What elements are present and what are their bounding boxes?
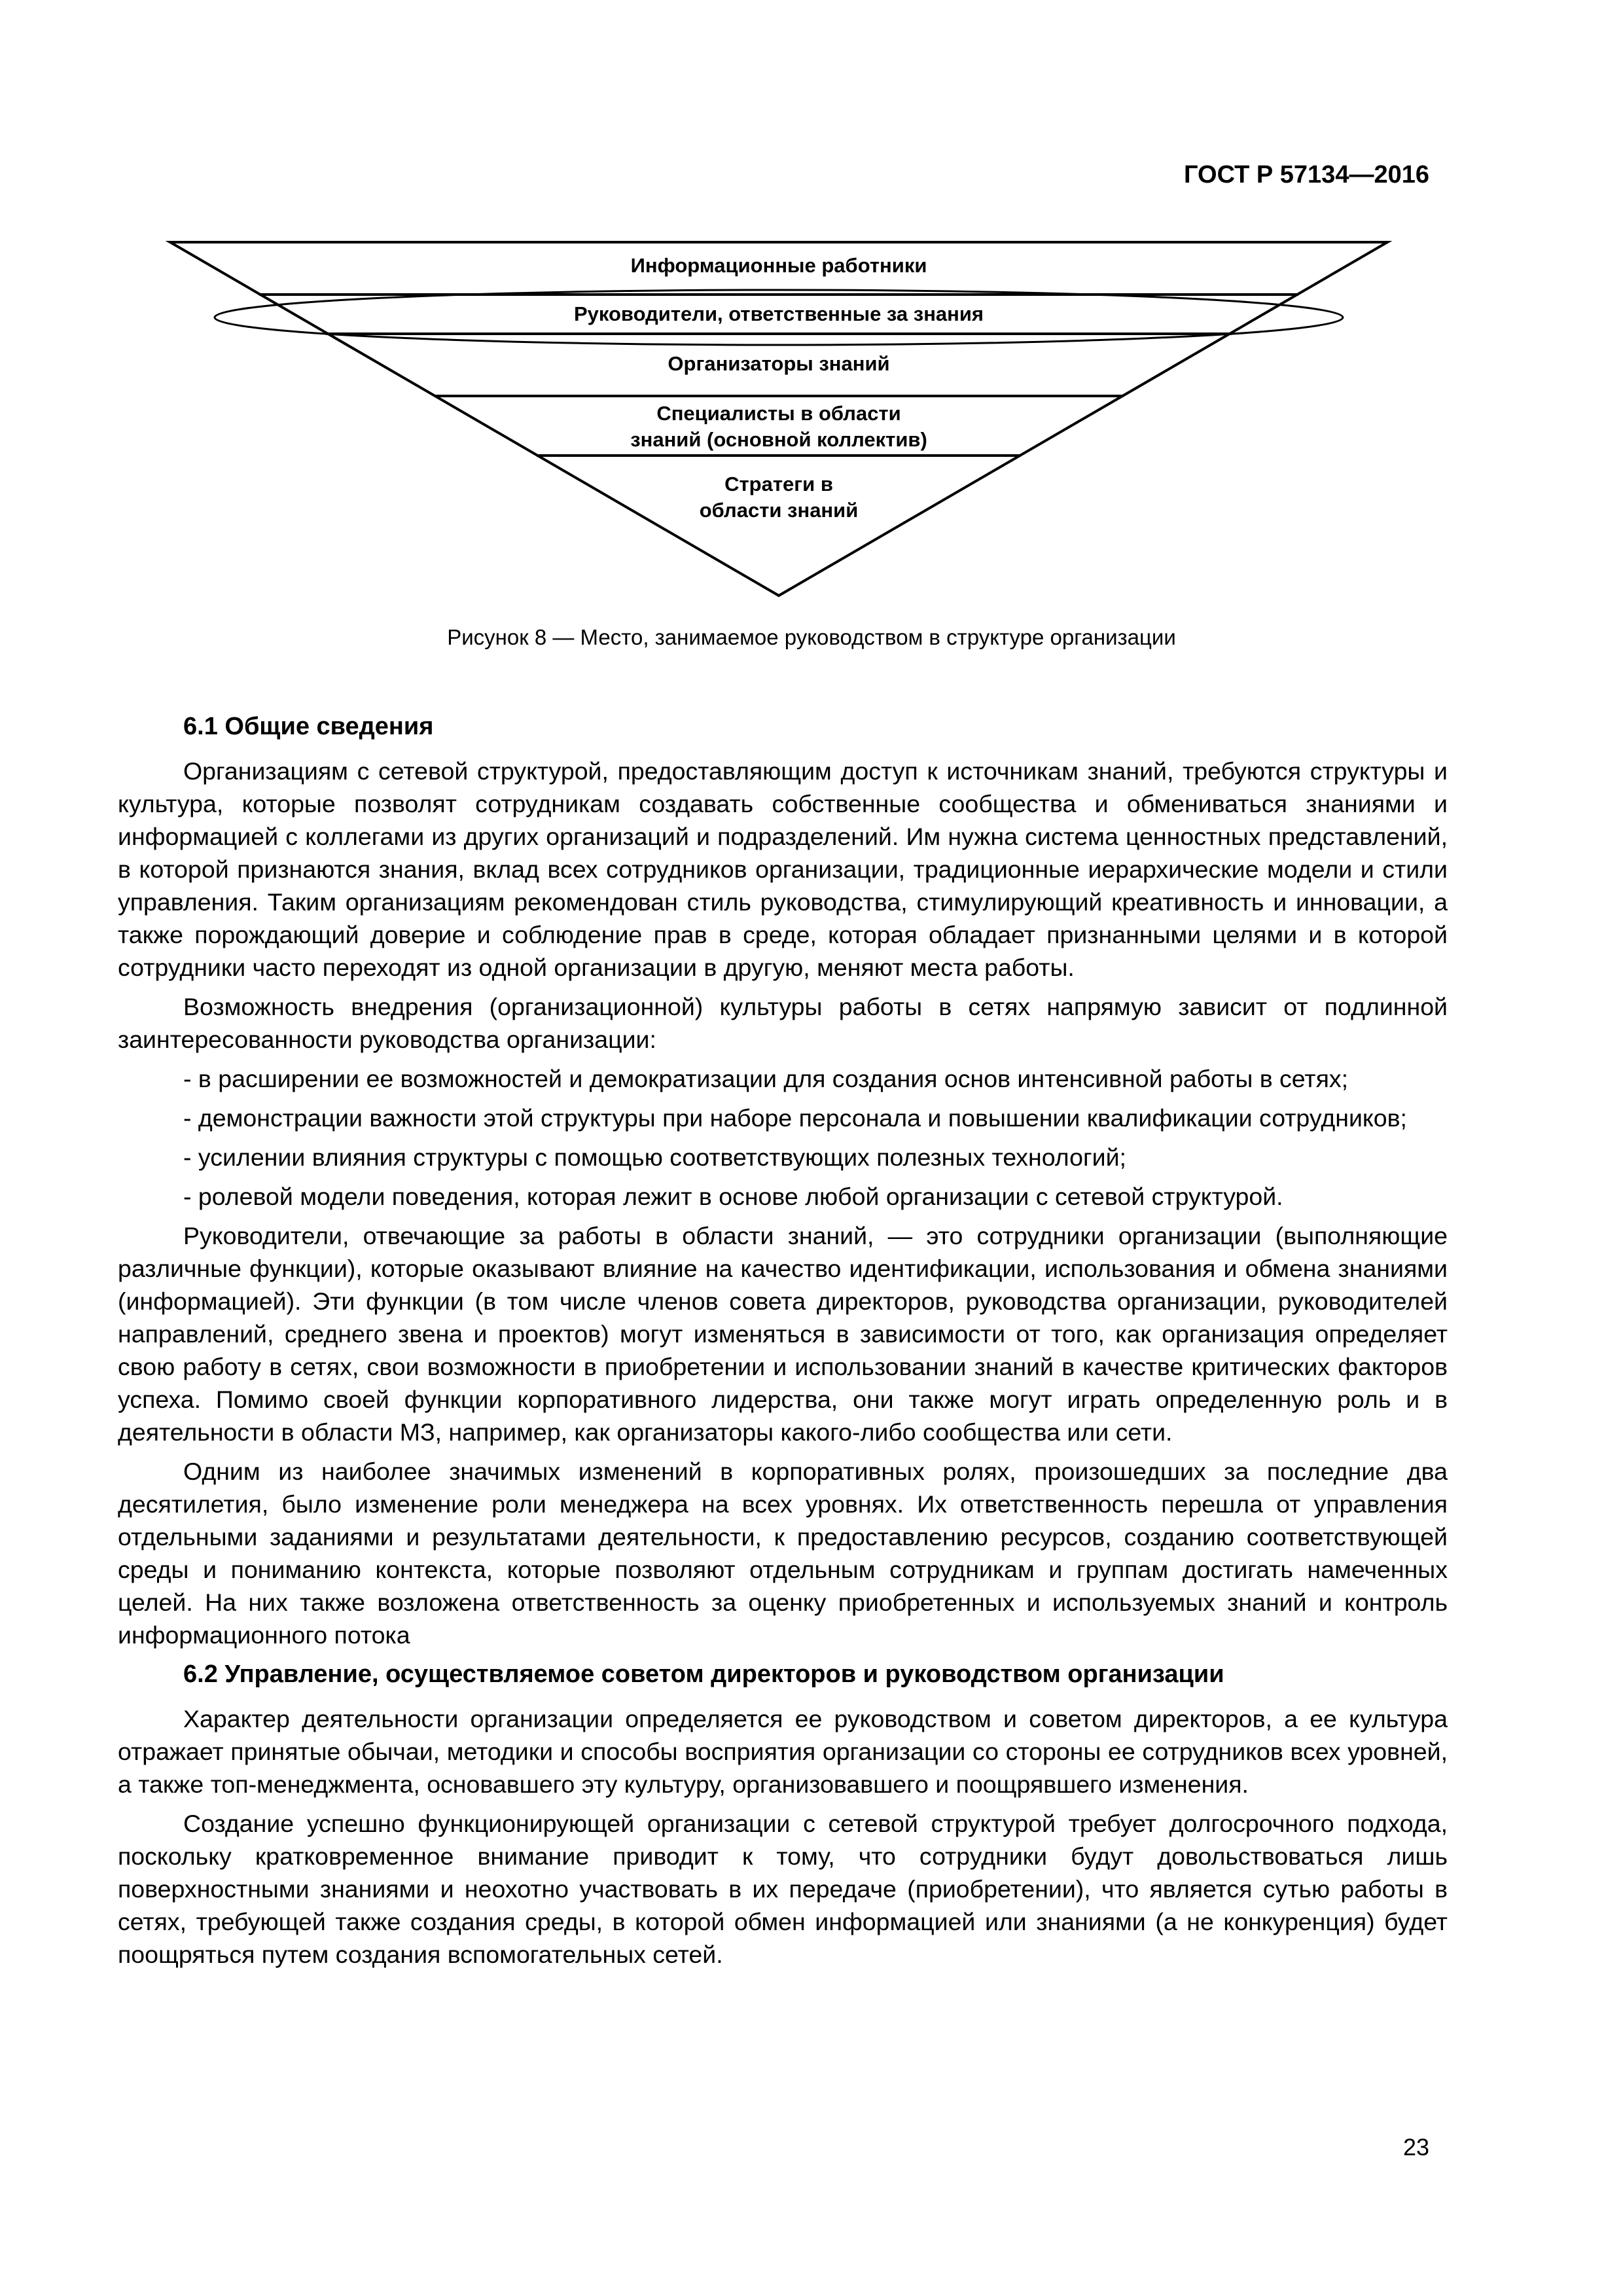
paragraph: Возможность внедрения (организационной) культуры работы в сетях напрямую зависит от подлинной заинтересованности руководства организации: (118, 993, 1448, 1053)
layer-label-knowledge-organizers: Организаторы знаний (668, 352, 890, 375)
list-item: - усилении влияния структуры с помощью соответствующих полезных технологий; (183, 1143, 1126, 1171)
list-item: - ролевой модели поведения, которая лежит в основе любой организации с сетевой структурой. (183, 1183, 1283, 1210)
paragraph: Создание успешно функционирующей организации с сетевой структурой требует долгосрочного подхода, поскольку кратковременное внимание приводит к тому, что сотрудники будут довольствоваться лишь поверхностными знаниями и неохотно участвовать в их передаче (приобретении), что является сутью работы в сетях, требующей также создания среды, в которой обмен информацией или знаниями (а не конкуренция) будет поощряться путем создания вспомогательных сетей. (118, 1810, 1448, 1968)
layer-label-knowledge-strategists: Стратеги в области знаний (699, 473, 859, 522)
list-item: - демонстрации важности этой структуры при наборе персонала и повышении квалификации сотрудников; (183, 1104, 1407, 1132)
section-heading-6-1: 6.1 Общие сведения (183, 713, 434, 740)
section-heading-6-2: 6.2 Управление, осуществляемое советом директоров и руководством организации (183, 1660, 1224, 1688)
figure-inverted-pyramid (157, 236, 1400, 602)
paragraph: Одним из наиболее значимых изменений в корпоративных ролях, произошедших за последние два десятилетия, было изменение роли менеджера на всех уровнях. Их ответственность перешла от управления отдельными заданиями и результатами деятельности, к предоставлению ресурсов, созданию соответствующей среды и пониманию контекста, которые позволяют отдельным сотрудникам и группам достигать намеченных целей. На них также возложена ответственность за оценку приобретенных и используемых знаний и контроль информационного потока (118, 1458, 1448, 1649)
layer-label-knowledge-specialists: Специалисты в области знаний (основной коллектив) (630, 402, 927, 451)
page-number: 23 (1402, 2134, 1429, 2161)
body-text (118, 710, 1448, 1977)
paragraph: Руководители, отвечающие за работы в области знаний, — это сотрудники организации (выполняющие различные функции), которые оказывают влияние на качество идентификации, использования и обмена знаниями (информацией). Эти функции (в том числе членов совета директоров, руководства организации, руководителей направлений, среднего звена и проектов) могут изменяться в зависимости от того, как организация определяет свою работу в сетях, свои возможности в приобретении и использовании знаний в качестве критических факторов успеха. Помимо своей функции корпоративного лидерства, они также могут играть определенную роль и в деятельности в области МЗ, например, как организаторы какого-либо сообщества или сети. (118, 1222, 1448, 1446)
layer-label-knowledge-managers: Руководители, ответственные за знания (573, 302, 984, 325)
layer-label-info-workers: Информационные работники (630, 254, 927, 277)
document-code: ГОСТ Р 57134—2016 (1184, 161, 1429, 188)
list-item: - в расширении ее возможностей и демократизации для создания основ интенсивной работы в сетях; (183, 1065, 1349, 1092)
paragraph: Организациям с сетевой структурой, предоставляющим доступ к источникам знаний, требуются структуры и культура, которые позволят сотрудникам создавать собственные сообщества и обмениваться знаниями и информацией с коллегами из других организаций и подразделений. Им нужна система ценностных представлений, в которой признаются знания, вклад всех сотрудников организации, традиционные иерархические модели и стили управления. Таким организациям рекомендован стиль руководства, стимулирующий креативность и инновации, а также порождающий доверие и соблюдение прав в среде, которая обладает признанными целями и в которой сотрудники часто переходят из одной организации в другую, меняют места работы. (118, 757, 1448, 981)
figure-caption: Рисунок 8 — Место, занимаемое руководством в структуре организации (447, 625, 1176, 649)
paragraph: Характер деятельности организации определяется ее руководством и советом директоров, а ее культура отражает принятые обычаи, методики и способы восприятия организации со стороны ее сотрудников всех уровней, а также топ-менеджмента, основавшего эту культуру, организовавшего и поощрявшего изменения. (118, 1705, 1448, 1798)
